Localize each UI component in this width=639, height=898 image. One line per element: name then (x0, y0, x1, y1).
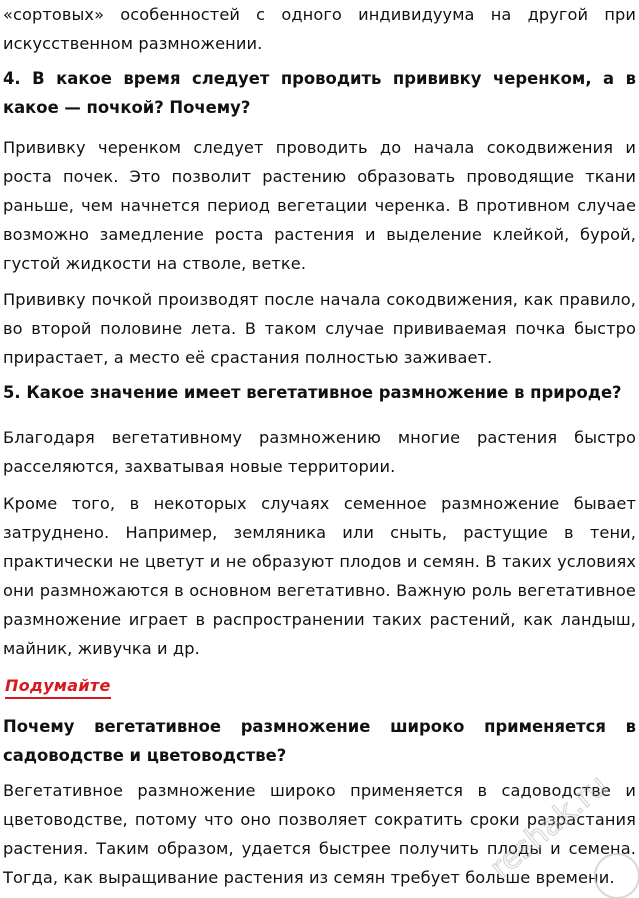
question-4-heading: 4. В какое время следует проводить прививку черенком, а в какое — почкой? Почему? (3, 69, 636, 117)
answer-4-paragraph-1: Прививку черенком следует проводить до начала сокодвижения и роста почек. Это позволит растению образовать проводящие ткани раньше, чем начнется период вегетации черенка. В противном случае возможно замедление роста растения и выделение клейкой, бурой, густой жидкости на стволе, ветке. (3, 138, 636, 273)
paragraph-intro-tail: «сортовых» особенностей с одного индивидуума на другой при искусственном размножении. (3, 5, 636, 53)
think-heading-label: Подумайте (5, 676, 111, 699)
watermark-text: reshak.ru (483, 767, 615, 886)
answer-5-paragraph-2: Кроме того, в некоторых случаях семенное размножение бывает затруднено. Например, земляника или сныть, растущие в тени, практически не цветут и не образуют плодов и семян. В таких условиях они размножаются в основном вегетативно. Важную роль вегетативное размножение играет в распространении таких растений, как ландыш, майник, живучка и др. (3, 494, 636, 658)
think-answer-paragraph: Вегетативное размножение широко применяется в садоводстве и цветоводстве, потому что оно позволяет сократить сроки разрастания растения. Таким образом, удается быстрее получить плоды и семена. Тогда, как выращивание растения из семян требует больше времени. (3, 781, 636, 887)
answer-4-paragraph-2: Прививку почкой производят после начала сокодвижения, как правило, во второй половине лета. В таком случае прививаемая почка быстро прирастает, а место её срастания полностью заживает. (3, 290, 636, 367)
question-5-heading: 5. Какое значение имеет вегетативное размножение в природе? (3, 383, 622, 402)
think-heading (5, 676, 111, 699)
think-question-heading: Почему вегетативное размножение широко применяется в садоводстве и цветоводстве? (3, 717, 636, 765)
answer-5-paragraph-1: Благодаря вегетативному размножению многие растения быстро расселяются, захватывая новые территории. (3, 428, 636, 476)
